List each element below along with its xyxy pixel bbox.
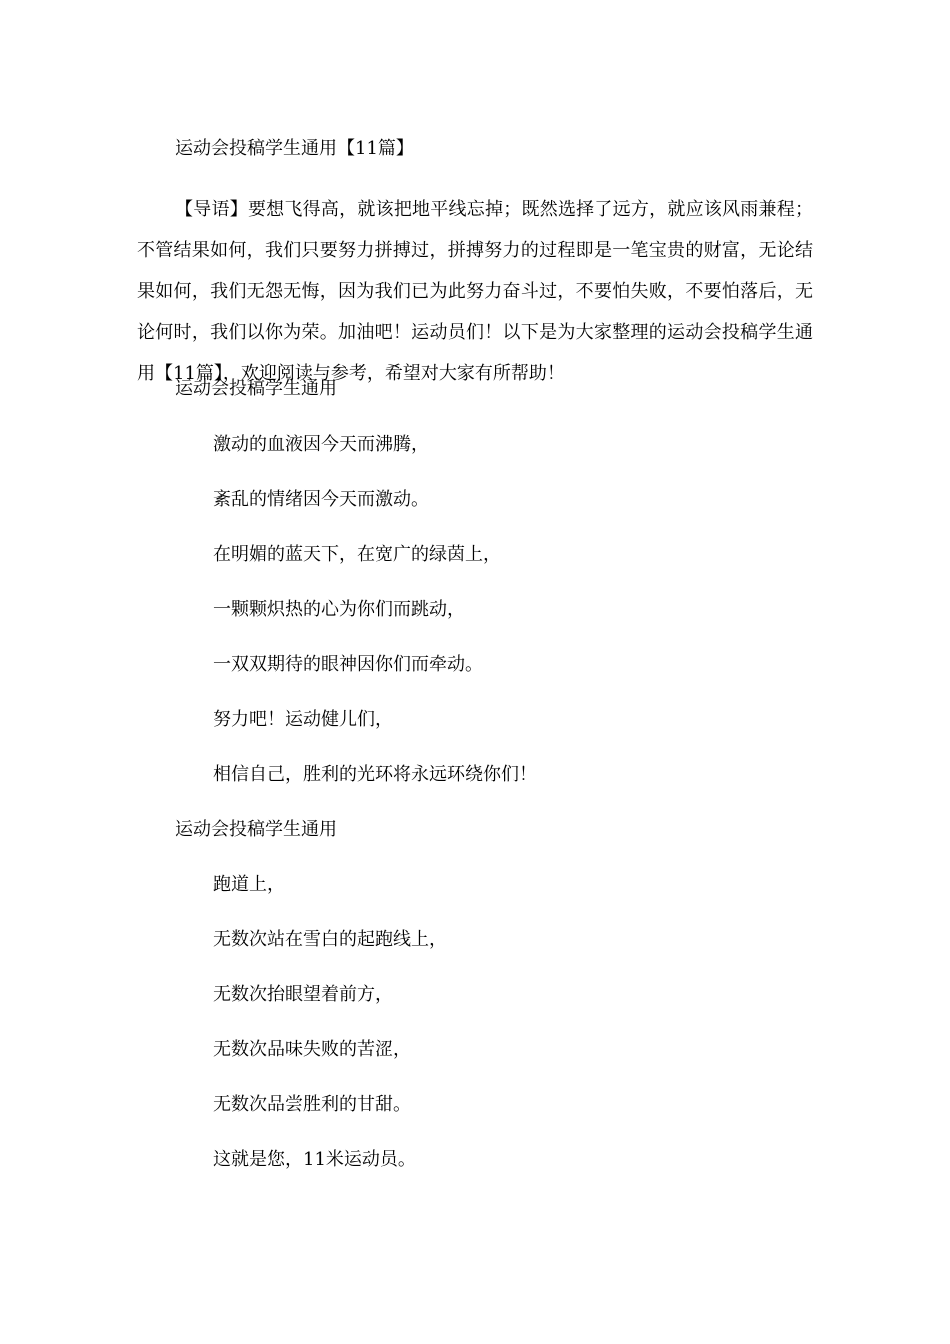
poem-line: 一双双期待的眼神因你们而牵动。 [213, 654, 483, 675]
poem-line: 无数次品尝胜利的甘甜。 [213, 1094, 411, 1115]
poem-line: 相信自己，胜利的光环将永远环绕你们！ [213, 764, 537, 785]
poem-line: 在明媚的蓝天下，在宽广的绿茵上， [213, 544, 501, 565]
poem-line: 无数次站在雪白的起跑线上， [213, 929, 447, 950]
poem-line: 紊乱的情绪因今天而激动。 [213, 489, 429, 510]
poem-line: 这就是您，11米运动员。 [213, 1149, 416, 1170]
section-heading: 运动会投稿学生通用 [175, 378, 337, 399]
poem-line: 激动的血液因今天而沸腾， [213, 434, 429, 455]
poem-line: 一颗颗炽热的心为你们而跳动， [213, 599, 465, 620]
poem-line: 跑道上， [213, 874, 285, 895]
intro-paragraph: 【导语】要想飞得高，就该把地平线忘掉；既然选择了远方，就应该风雨兼程；不管结果如何，我们只要努力拼搏过，拼搏努力的过程即是一笔宝贵的财富，无论结果如何，我们无怨无悔，因为我们已为此努力奋斗过，不要怕失败，不要怕落后，无论何时，我们以你为荣。加油吧！运动员们！以下是为大家整理的运动会投稿学生通用【11篇】，欢迎阅读与参考，希望对大家有所帮助！ [137, 199, 813, 384]
poem-line: 无数次抬眼望着前方， [213, 984, 393, 1005]
poem-line: 努力吧！运动健儿们， [213, 709, 393, 730]
document-title: 运动会投稿学生通用【11篇】 [175, 138, 414, 159]
section-heading: 运动会投稿学生通用 [175, 819, 337, 840]
poem-line: 无数次品味失败的苦涩， [213, 1039, 411, 1060]
